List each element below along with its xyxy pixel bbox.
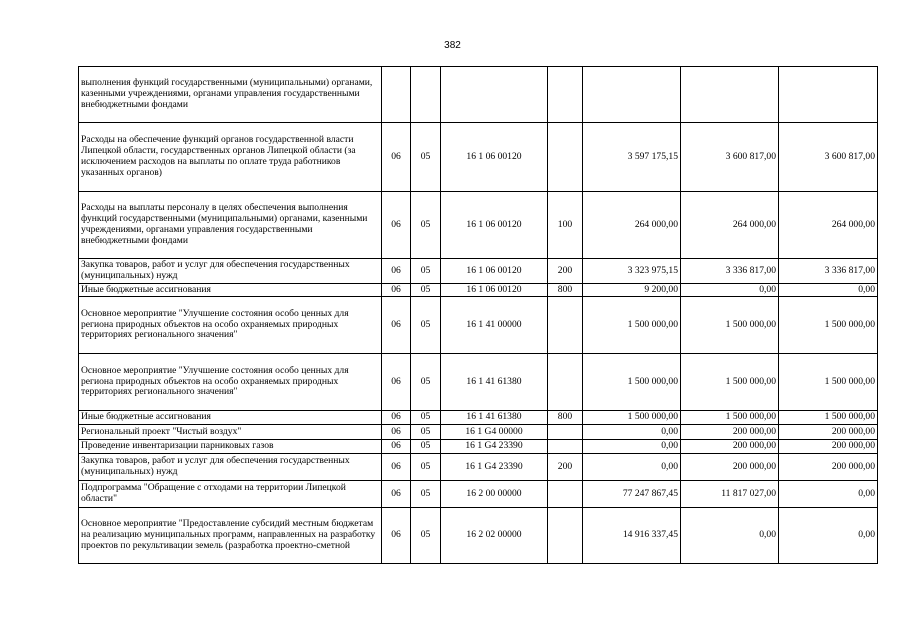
cell-subsection: 05 — [411, 259, 441, 284]
cell-amount-year3: 0,00 — [779, 481, 878, 508]
cell-name: Закупка товаров, работ и услуг для обеспечения государственных (муниципальных) нужд — [79, 454, 382, 481]
cell-amount-year1 — [583, 67, 681, 123]
cell-expense-type — [548, 481, 583, 508]
cell-amount-year2: 264 000,00 — [681, 192, 779, 259]
cell-target-article: 16 1 06 00120 — [441, 192, 548, 259]
cell-amount-year3: 3 336 817,00 — [779, 259, 878, 284]
cell-section: 06 — [382, 354, 411, 411]
cell-expense-type — [548, 440, 583, 454]
cell-amount-year3: 1 500 000,00 — [779, 297, 878, 354]
cell-subsection: 05 — [411, 192, 441, 259]
cell-name: Иные бюджетные ассигнования — [79, 411, 382, 425]
cell-target-article: 16 1 G4 00000 — [441, 425, 548, 440]
table-row — [79, 123, 878, 192]
cell-amount-year1: 1 500 000,00 — [583, 411, 681, 425]
cell-expense-type — [548, 123, 583, 192]
cell-amount-year2: 200 000,00 — [681, 454, 779, 481]
cell-section: 06 — [382, 297, 411, 354]
cell-amount-year1: 14 916 337,45 — [583, 508, 681, 564]
cell-amount-year1: 1 500 000,00 — [583, 354, 681, 411]
cell-subsection: 05 — [411, 284, 441, 297]
cell-amount-year1: 3 597 175,15 — [583, 123, 681, 192]
cell-section: 06 — [382, 411, 411, 425]
cell-subsection — [411, 67, 441, 123]
cell-section: 06 — [382, 192, 411, 259]
cell-subsection: 05 — [411, 481, 441, 508]
cell-section — [382, 67, 411, 123]
cell-amount-year2: 200 000,00 — [681, 425, 779, 440]
cell-amount-year2: 3 600 817,00 — [681, 123, 779, 192]
cell-amount-year2: 0,00 — [681, 508, 779, 564]
cell-amount-year2: 1 500 000,00 — [681, 354, 779, 411]
cell-name: Расходы на обеспечение функций органов государственной власти Липецкой области, государственных органов Липецкой области (за исключением расходов на выплаты по оплате труда работников указанных органов) — [79, 123, 382, 192]
cell-target-article: 16 1 41 61380 — [441, 411, 548, 425]
cell-name: Основное мероприятие "Предоставление субсидий местным бюджетам на реализацию муниципальных программ, направленных на разработку проектов по рекультивации земель (разработка проектно-сметной — [79, 508, 382, 564]
page-number: 382 — [444, 40, 461, 51]
cell-name: Подпрограмма "Обращение с отходами на территории Липецкой области" — [79, 481, 382, 508]
cell-target-article: 16 1 G4 23390 — [441, 440, 548, 454]
cell-section: 06 — [382, 259, 411, 284]
cell-target-article: 16 2 00 00000 — [441, 481, 548, 508]
cell-amount-year2: 0,00 — [681, 284, 779, 297]
cell-target-article: 16 1 06 00120 — [441, 123, 548, 192]
cell-name: Расходы на выплаты персоналу в целях обеспечения выполнения функций государственными (муниципальными) органами, казенными учреждениями, органами управления государственными внебюджетными фондами — [79, 192, 382, 259]
cell-amount-year3: 264 000,00 — [779, 192, 878, 259]
cell-amount-year3 — [779, 67, 878, 123]
cell-target-article — [441, 67, 548, 123]
cell-expense-type: 200 — [548, 454, 583, 481]
cell-target-article: 16 1 06 00120 — [441, 284, 548, 297]
cell-amount-year1: 0,00 — [583, 440, 681, 454]
table-row — [79, 481, 878, 508]
cell-section: 06 — [382, 481, 411, 508]
cell-subsection: 05 — [411, 411, 441, 425]
cell-subsection: 05 — [411, 297, 441, 354]
table-row — [79, 284, 878, 297]
cell-amount-year2: 1 500 000,00 — [681, 297, 779, 354]
cell-amount-year3: 1 500 000,00 — [779, 354, 878, 411]
cell-amount-year1: 9 200,00 — [583, 284, 681, 297]
cell-name: Основное мероприятие "Улучшение состояния особо ценных для региона природных объектов на особо охраняемых природных территориях регионального значения" — [79, 354, 382, 411]
table-row — [79, 440, 878, 454]
cell-section: 06 — [382, 284, 411, 297]
cell-amount-year3: 200 000,00 — [779, 425, 878, 440]
cell-section: 06 — [382, 440, 411, 454]
table-row — [79, 192, 878, 259]
cell-amount-year2: 11 817 027,00 — [681, 481, 779, 508]
cell-expense-type — [548, 508, 583, 564]
cell-amount-year2: 200 000,00 — [681, 440, 779, 454]
cell-amount-year1: 1 500 000,00 — [583, 297, 681, 354]
cell-amount-year1: 0,00 — [583, 454, 681, 481]
cell-expense-type: 800 — [548, 284, 583, 297]
cell-amount-year1: 264 000,00 — [583, 192, 681, 259]
cell-name: Региональный проект "Чистый воздух" — [79, 425, 382, 440]
table-row — [79, 425, 878, 440]
table-row — [79, 454, 878, 481]
cell-amount-year1: 77 247 867,45 — [583, 481, 681, 508]
cell-name: Иные бюджетные ассигнования — [79, 284, 382, 297]
cell-section: 06 — [382, 123, 411, 192]
cell-section: 06 — [382, 508, 411, 564]
cell-subsection: 05 — [411, 354, 441, 411]
budget-table — [78, 66, 878, 564]
table-row — [79, 508, 878, 564]
cell-target-article: 16 1 41 00000 — [441, 297, 548, 354]
cell-target-article: 16 1 06 00120 — [441, 259, 548, 284]
cell-subsection: 05 — [411, 425, 441, 440]
table-row — [79, 411, 878, 425]
cell-expense-type — [548, 67, 583, 123]
cell-amount-year2: 3 336 817,00 — [681, 259, 779, 284]
cell-expense-type: 800 — [548, 411, 583, 425]
cell-target-article: 16 2 02 00000 — [441, 508, 548, 564]
cell-target-article: 16 1 41 61380 — [441, 354, 548, 411]
cell-section: 06 — [382, 454, 411, 481]
cell-amount-year3: 0,00 — [779, 284, 878, 297]
cell-amount-year3: 200 000,00 — [779, 454, 878, 481]
cell-subsection: 05 — [411, 454, 441, 481]
cell-amount-year3: 1 500 000,00 — [779, 411, 878, 425]
cell-amount-year1: 3 323 975,15 — [583, 259, 681, 284]
cell-expense-type: 100 — [548, 192, 583, 259]
table-row — [79, 297, 878, 354]
cell-amount-year1: 0,00 — [583, 425, 681, 440]
cell-name: Закупка товаров, работ и услуг для обеспечения государственных (муниципальных) нужд — [79, 259, 382, 284]
cell-subsection: 05 — [411, 123, 441, 192]
table-row — [79, 354, 878, 411]
cell-expense-type: 200 — [548, 259, 583, 284]
table-row — [79, 67, 878, 123]
cell-name: Основное мероприятие "Улучшение состояния особо ценных для региона природных объектов на особо охраняемых природных территориях регионального значения" — [79, 297, 382, 354]
cell-target-article: 16 1 G4 23390 — [441, 454, 548, 481]
cell-amount-year3: 0,00 — [779, 508, 878, 564]
table-row — [79, 259, 878, 284]
cell-amount-year3: 200 000,00 — [779, 440, 878, 454]
cell-section: 06 — [382, 425, 411, 440]
cell-expense-type — [548, 297, 583, 354]
cell-name: выполнения функций государственными (муниципальными) органами, казенными учреждениями, органами управления государственными внебюджетными фондами — [79, 67, 382, 123]
cell-amount-year3: 3 600 817,00 — [779, 123, 878, 192]
cell-name: Проведение инвентаризации парниковых газов — [79, 440, 382, 454]
cell-subsection: 05 — [411, 440, 441, 454]
cell-amount-year2 — [681, 67, 779, 123]
cell-amount-year2: 1 500 000,00 — [681, 411, 779, 425]
cell-expense-type — [548, 425, 583, 440]
cell-expense-type — [548, 354, 583, 411]
cell-subsection: 05 — [411, 508, 441, 564]
